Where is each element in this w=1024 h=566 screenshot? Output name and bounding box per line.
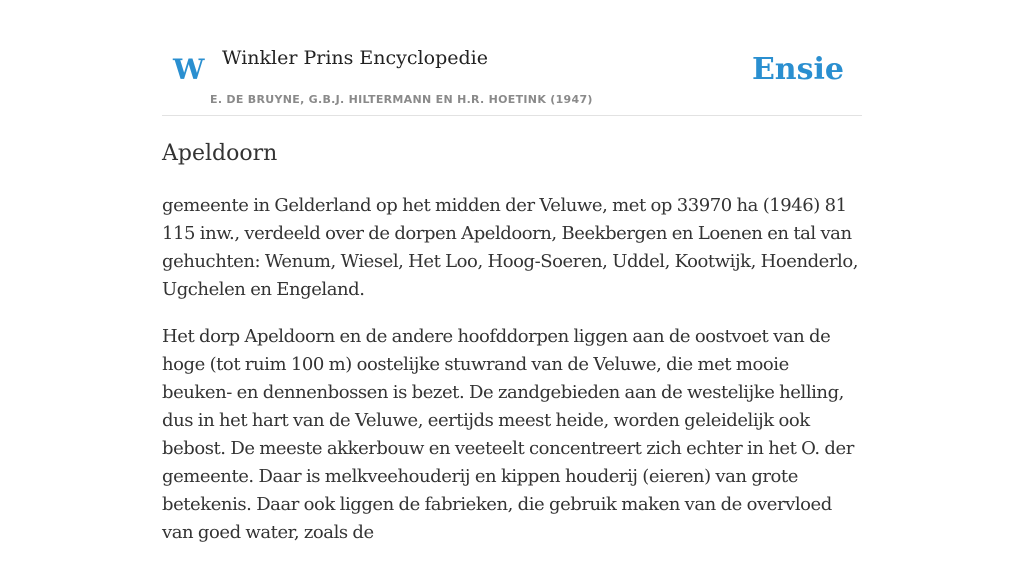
- publication-authors: E. DE BRUYNE, G.B.J. HILTERMANN EN H.R. HOETINK (1947): [210, 93, 593, 106]
- winkler-prins-logo[interactable]: W: [173, 53, 205, 86]
- article-body: [162, 192, 862, 566]
- article-paragraph: gemeente in Gelderland op het midden der Veluwe, met op 33970 ha (1946) 81 115 inw., verdeeld over de dorpen Apeldoorn, Beekbergen en Loenen en tal van gehuchten: Wenum, Wiesel, Het Loo, Hoog-Soeren, Uddel, Kootwijk, Hoenderlo, Ugchelen en Engeland.: [162, 195, 858, 300]
- article-title: Apeldoorn: [162, 141, 278, 166]
- publication-title[interactable]: Winkler Prins Encyclopedie: [222, 47, 488, 69]
- ensie-logo[interactable]: Ensie: [751, 52, 844, 87]
- site-header: [162, 30, 862, 116]
- article-paragraph: Het dorp Apeldoorn en de andere hoofddorpen liggen aan de oostvoet van de hoge (tot ruim 100 m) oostelijke stuwrand van de Veluwe, die met mooie beuken- en dennenbossen is bezet. De zandgebieden aan de westelijke helling, dus in het hart van de Veluwe, eertijds meest heide, worden geleidelijk ook bebost. De meeste akkerbouw en veeteelt concentreert zich echter in het O. der gemeente. Daar is melkveehouderij en kippen houderij (eieren) van grote betekenis. Daar ook liggen de fabrieken, die gebruik maken van de overvloed van goed water, zoals de: [162, 326, 854, 543]
